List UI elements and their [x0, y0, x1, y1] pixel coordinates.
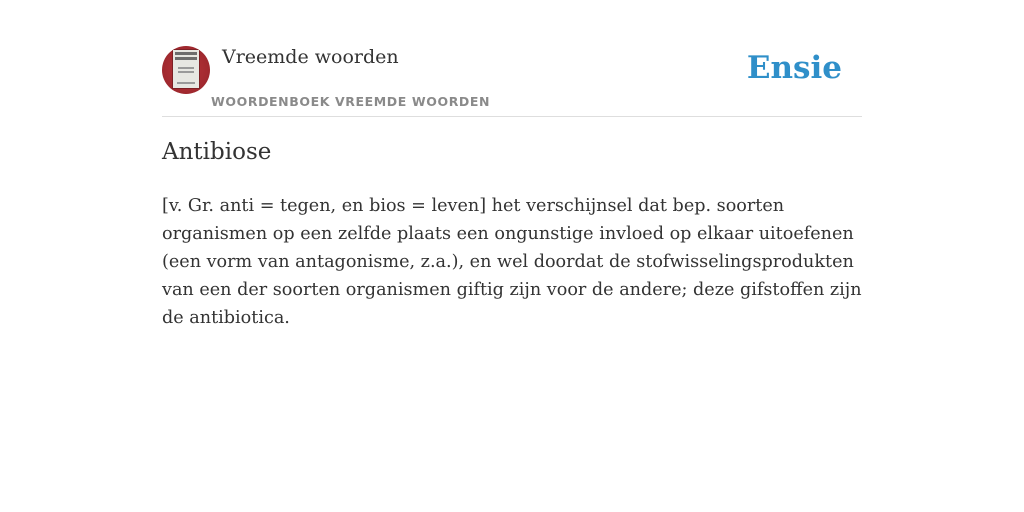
- entry-definition: [v. Gr. anti = tegen, en bios = leven] het verschijnsel dat bep. soorten organismen op een zelfde plaats een ongunstige invloed op elkaar uitoefenen (een vorm van antagonisme, z.a.), en wel doordat de stofwisselingsprodukten van een der soorten organismen giftig zijn voor de andere; deze gifstoffen zijn de antibiotica.: [162, 196, 862, 328]
- dictionary-cover-avatar[interactable]: [162, 46, 210, 94]
- dictionary-title-link[interactable]: Vreemde woorden: [222, 46, 399, 68]
- dictionary-subtitle: WOORDENBOEK VREEMDE WOORDEN: [211, 94, 491, 109]
- book-cover-image: [173, 50, 199, 88]
- ensie-logo-link[interactable]: Ensie: [746, 50, 842, 86]
- entry-title: Antibiose: [162, 139, 272, 165]
- header: [162, 44, 862, 117]
